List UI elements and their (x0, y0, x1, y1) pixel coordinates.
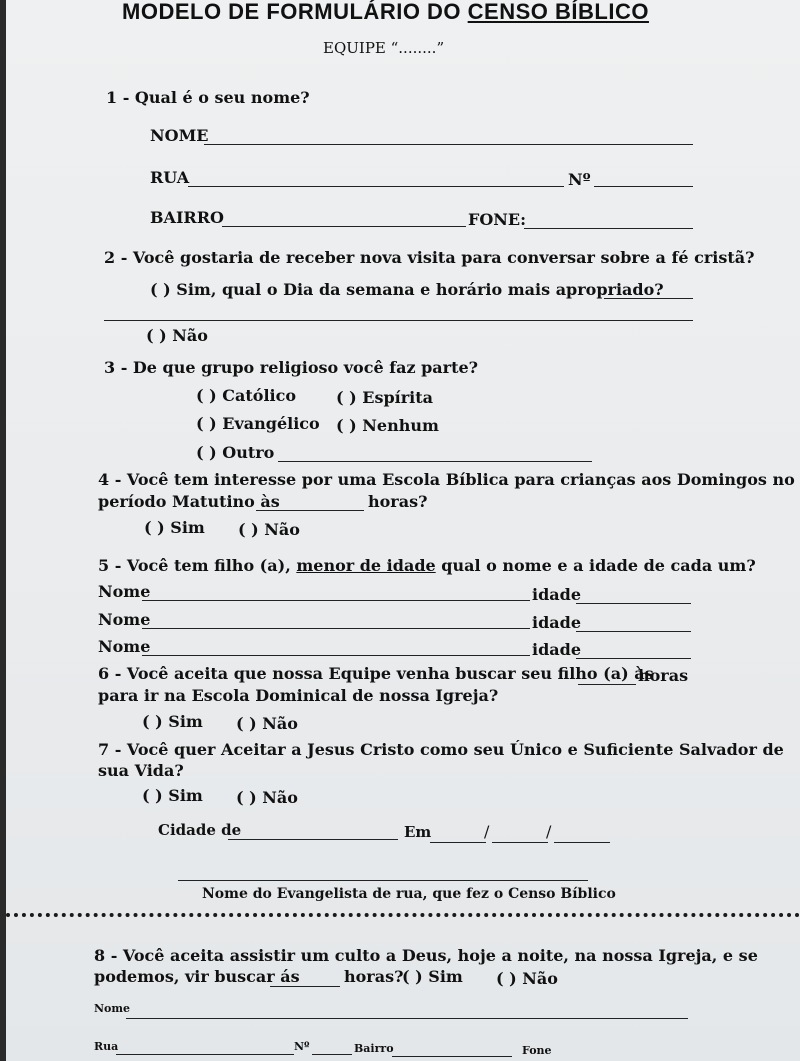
q3-question: 3 - De que grupo religioso você faz parte? (104, 358, 479, 377)
q8-question-line1: 8 - Você aceita assistir um culto a Deus, hoje a noite, na nossa Igreja, e se (94, 946, 758, 965)
q7-nao-option[interactable]: ( ) Não (236, 788, 298, 807)
rua-label: RUA (150, 168, 190, 187)
nome-field[interactable] (204, 144, 693, 145)
child-age-field-1[interactable] (576, 603, 691, 604)
numero-label: Nº (568, 170, 591, 189)
slip-rua-label: Rua (94, 1040, 119, 1053)
date-day-field[interactable] (430, 842, 486, 843)
tear-off-dotted-line (6, 913, 800, 917)
census-form-page (6, 0, 800, 1061)
q8-sim-option[interactable]: ( ) Sim (402, 967, 463, 986)
child-age-label-2: idade (532, 613, 581, 632)
q4-sim-option[interactable]: ( ) Sim (144, 518, 205, 537)
slip-nome-field[interactable] (126, 1018, 688, 1019)
q8-horas-label: horas? (344, 967, 404, 986)
catolico-option[interactable]: ( ) Católico (196, 386, 297, 405)
q8-question-line2: podemos, vir buscar ás (94, 967, 300, 986)
fone-field[interactable] (524, 228, 693, 229)
evangelico-option[interactable]: ( ) Evangélico (196, 414, 320, 433)
slip-bairro-label: Bairro (354, 1042, 394, 1055)
q6-nao-option[interactable]: ( ) Não (236, 714, 298, 733)
q6-horas-label: horas (638, 666, 689, 685)
date-month-field[interactable] (492, 842, 548, 843)
slip-rua-field[interactable] (116, 1054, 294, 1055)
date-slash-1: / (484, 822, 490, 841)
child-name-field-2[interactable] (142, 628, 530, 629)
q2-nao-option[interactable]: ( ) Não (146, 326, 208, 345)
q2-schedule-field[interactable] (604, 298, 693, 299)
q7-sim-option[interactable]: ( ) Sim (142, 786, 203, 805)
q2-sim-option[interactable]: ( ) Sim, qual o Dia da semana e horário mais apropriado? (150, 280, 664, 299)
cidade-label: Cidade de (158, 821, 242, 839)
child-name-label-1: Nome (98, 582, 151, 601)
q4-time-field[interactable] (256, 510, 364, 511)
rua-field[interactable] (188, 186, 564, 187)
q7-question-line2: sua Vida? (98, 761, 184, 780)
q5-question: 5 - Você tem filho (a), menor de idade qual o nome e a idade de cada um? (98, 556, 756, 575)
child-age-label-1: idade (532, 585, 581, 604)
q1-question: 1 - Qual é o seu nome? (106, 88, 310, 107)
form-title: MODELO DE FORMULÁRIO DO CENSO BÍBLICO (122, 0, 649, 24)
cidade-field[interactable] (228, 839, 398, 840)
slip-bairro-field[interactable] (392, 1056, 512, 1057)
child-age-label-3: idade (532, 640, 581, 659)
q6-time-field[interactable] (578, 684, 636, 685)
date-year-field[interactable] (554, 842, 610, 843)
espirita-option[interactable]: ( ) Espírita (336, 388, 434, 407)
q2-question: 2 - Você gostaria de receber nova visita para conversar sobre a fé cristã? (104, 248, 755, 267)
numero-field[interactable] (594, 186, 693, 187)
em-label: Em (404, 823, 432, 841)
outro-field[interactable] (278, 461, 592, 462)
q6-question-line2: para ir na Escola Dominical de nossa Igreja? (98, 686, 499, 705)
child-name-label-3: Nome (98, 637, 151, 656)
q4-question-line1: 4 - Você tem interesse por uma Escola Bíblica para crianças aos Domingos no (98, 470, 795, 489)
nenhum-option[interactable]: ( ) Nenhum (336, 416, 439, 435)
q4-horas-label: horas? (368, 492, 428, 511)
outro-option[interactable]: ( ) Outro (196, 443, 275, 462)
q8-time-field[interactable] (270, 986, 340, 987)
child-name-field-3[interactable] (142, 655, 530, 656)
q7-question-line1: 7 - Você quer Aceitar a Jesus Cristo como seu Único e Suficiente Salvador de (98, 740, 784, 759)
child-name-label-2: Nome (98, 610, 151, 629)
fone-label: FONE: (468, 210, 527, 229)
q4-question-line2: período Matutino às (98, 492, 280, 511)
bairro-field[interactable] (222, 226, 466, 227)
slip-fone-label: Fone (522, 1044, 552, 1057)
slip-nome-label: Nome (94, 1002, 131, 1015)
slip-numero-label: Nº (294, 1040, 310, 1053)
child-age-field-2[interactable] (576, 631, 691, 632)
nome-label: NOME (150, 126, 209, 145)
q4-nao-option[interactable]: ( ) Não (238, 520, 300, 539)
slip-numero-field[interactable] (312, 1054, 352, 1055)
child-age-field-3[interactable] (576, 658, 691, 659)
q8-nao-option[interactable]: ( ) Não (496, 969, 558, 988)
bairro-label: BAIRRO (150, 208, 224, 227)
evangelist-label: Nome do Evangelista de rua, que fez o Censo Bíblico (202, 886, 616, 902)
team-label: EQUIPE “........” (323, 39, 445, 57)
date-slash-2: / (546, 822, 552, 841)
child-name-field-1[interactable] (142, 600, 530, 601)
q2-schedule-field-line2[interactable] (104, 320, 693, 321)
q6-sim-option[interactable]: ( ) Sim (142, 712, 203, 731)
evangelist-signature-field[interactable] (178, 880, 588, 881)
q6-question-line1: 6 - Você aceita que nossa Equipe venha buscar seu filho (a) às (98, 664, 654, 683)
